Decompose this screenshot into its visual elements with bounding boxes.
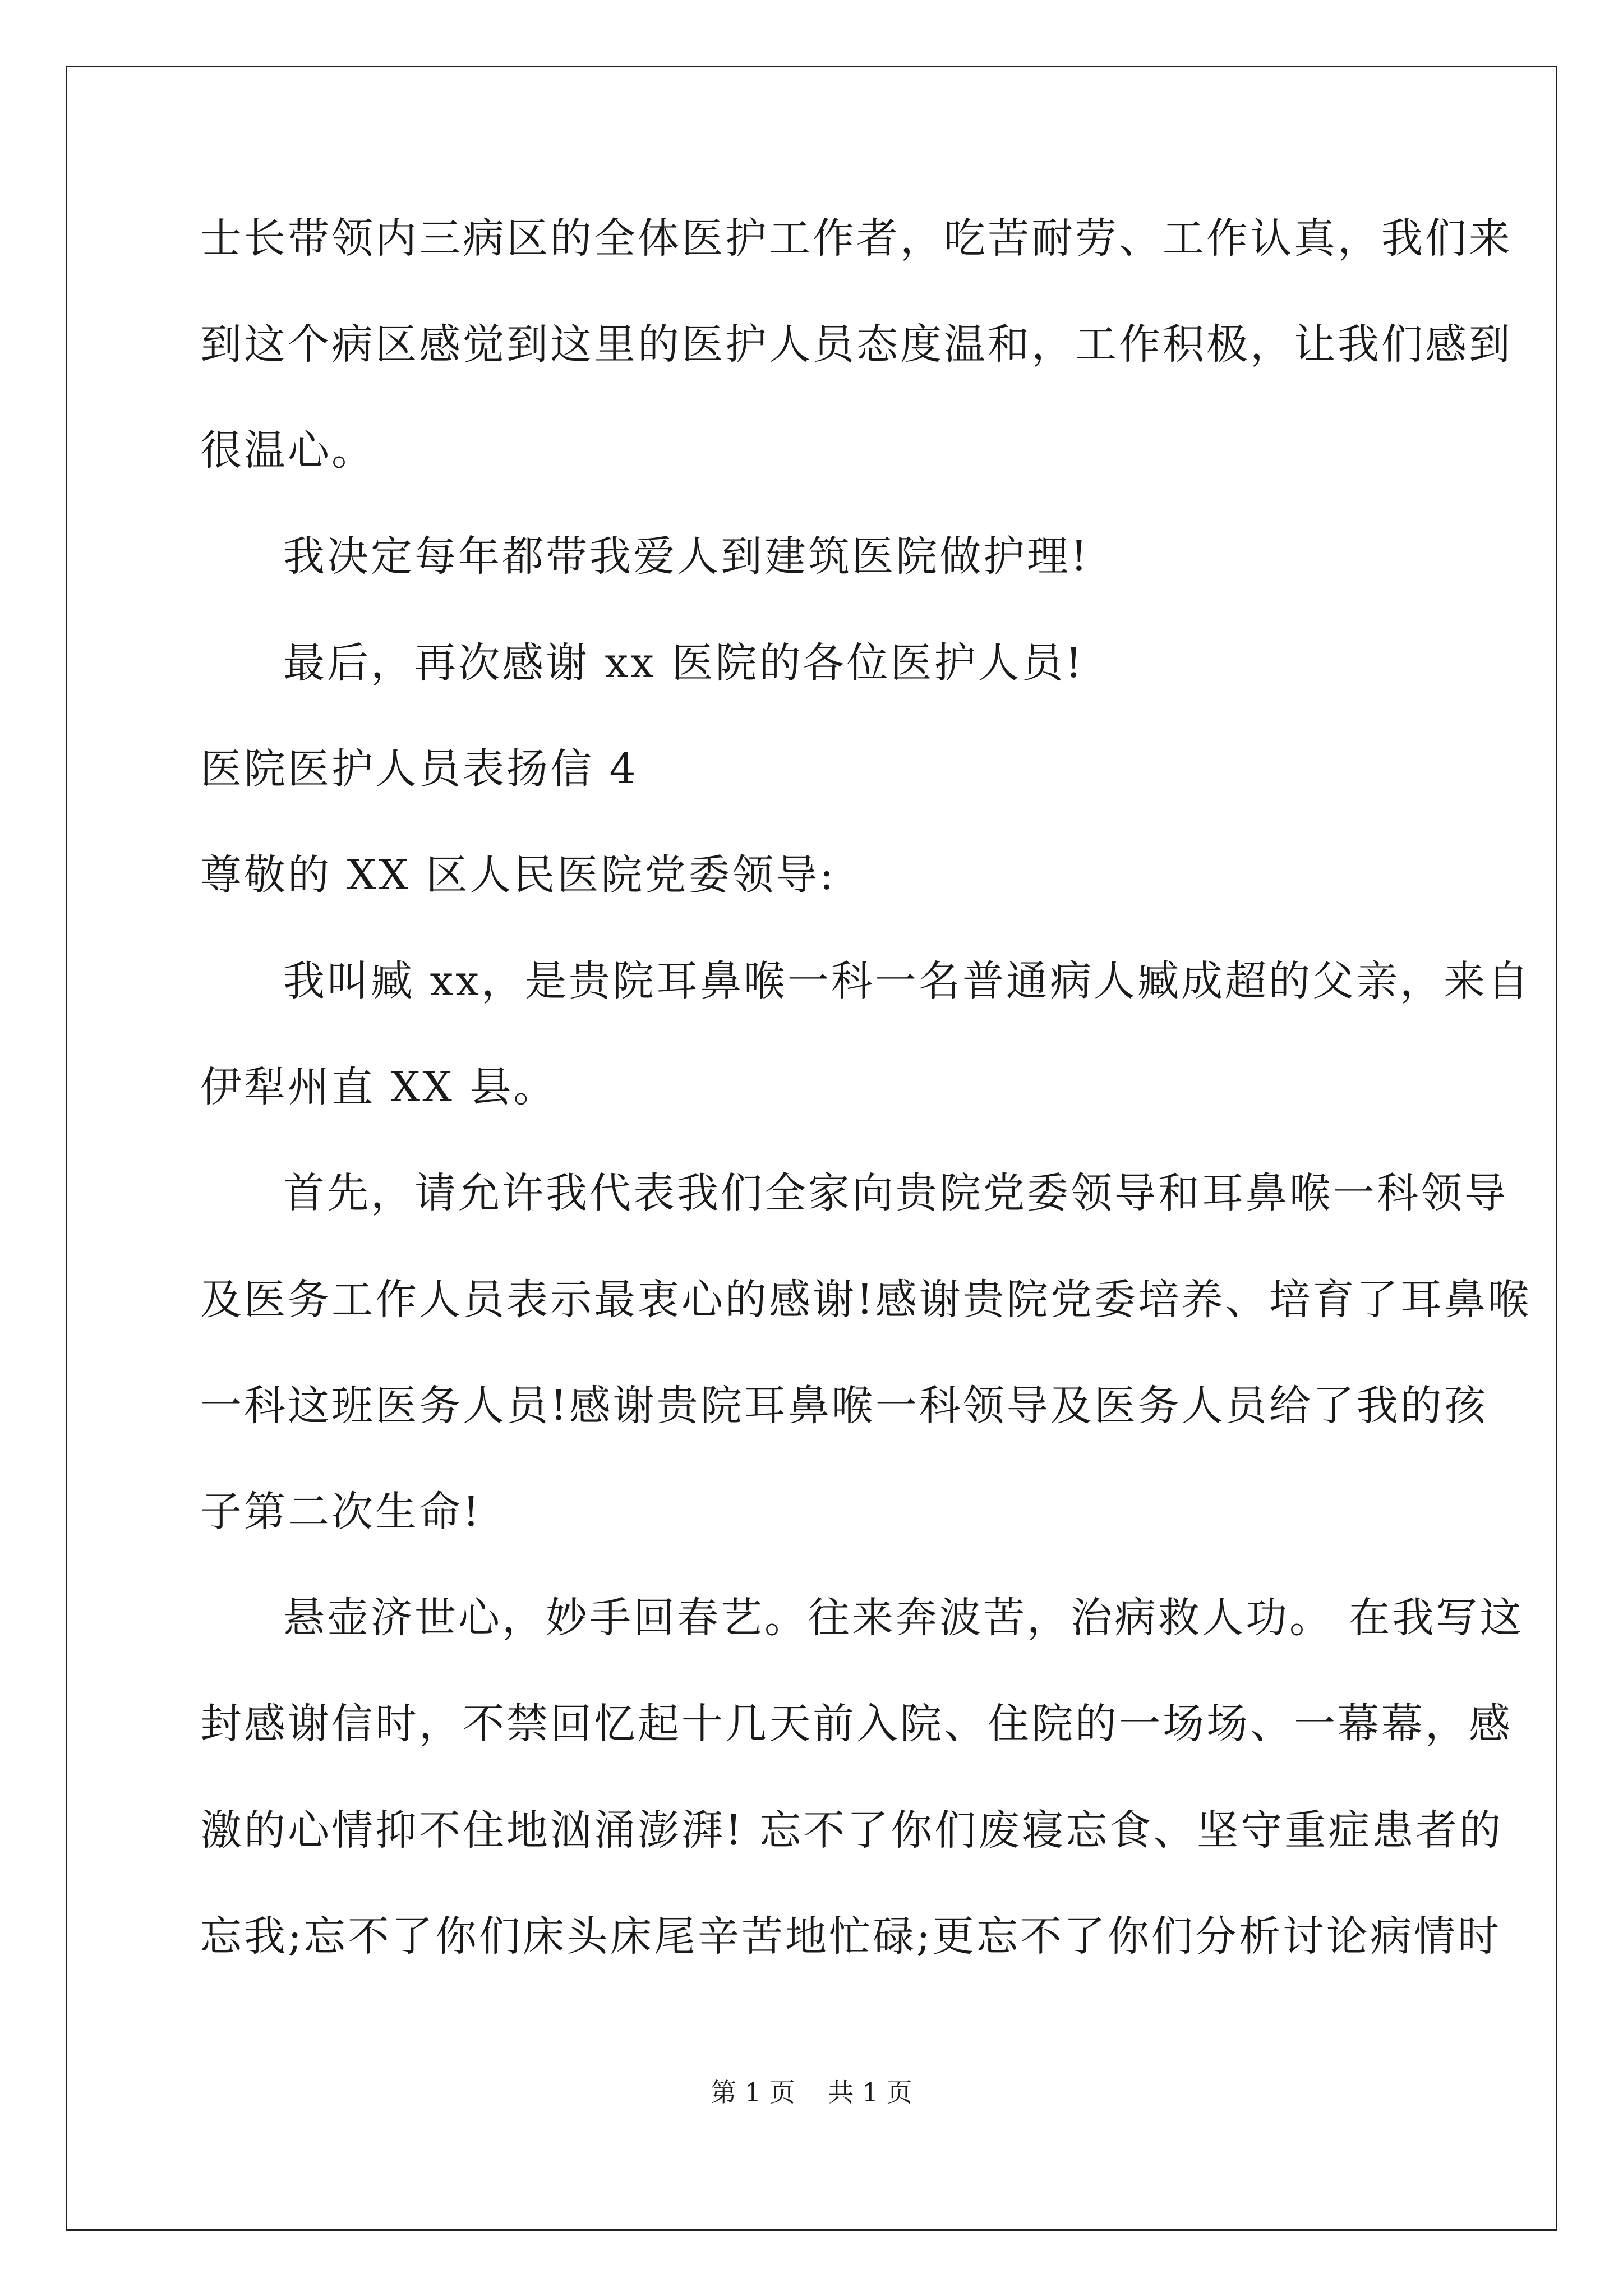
paragraph-start: 我决定每年都带我爱人到建筑医院做护理! bbox=[283, 532, 1090, 581]
text-line: 忘我;忘不了你们床头床尾辛苦地忙碌;更忘不了你们分析讨论病情时 bbox=[200, 1912, 1501, 1961]
paragraph-start: 我叫臧 xx，是贵院耳鼻喉一科一名普通病人臧成超的父亲，来自 bbox=[283, 957, 1531, 1005]
section-heading: 医院医护人员表扬信 4 bbox=[200, 745, 638, 793]
paragraph-start: 最后，再次感谢 xx 医院的各位医护人员! bbox=[283, 639, 1085, 687]
text-line: 士长带领内三病区的全体医护工作者，吃苦耐劳、工作认真，我们来 bbox=[200, 214, 1513, 263]
page-border bbox=[66, 66, 1557, 2231]
text-line: 一科这班医务人员!感谢贵院耳鼻喉一科领导及医务人员给了我的孩 bbox=[200, 1382, 1488, 1430]
text-line: 激的心情抑不住地汹涌澎湃! 忘不了你们废寝忘食、坚守重症患者的 bbox=[200, 1806, 1504, 1855]
paragraph-start: 悬壶济世心，妙手回春艺。往来奔波苦，治病救人功。 在我写这 bbox=[283, 1594, 1524, 1642]
text-line: 封感谢信时，不禁回忆起十几天前入院、住院的一场场、一幕幕，感 bbox=[200, 1700, 1513, 1748]
paragraph-start: 首先，请允许我代表我们全家向贵院党委领导和耳鼻喉一科领导 bbox=[283, 1169, 1508, 1217]
page-footer: 第 1 页 共 1 页 bbox=[711, 2077, 912, 2108]
text-line: 及医务工作人员表示最衷心的感谢!感谢贵院党委培养、培育了耳鼻喉 bbox=[200, 1276, 1532, 1324]
salutation: 尊敬的 XX 区人民医院党委领导: bbox=[200, 851, 836, 899]
text-line: 到这个病区感觉到这里的医护人员态度温和，工作积极，让我们感到 bbox=[200, 320, 1513, 369]
text-line: 子第二次生命! bbox=[200, 1488, 482, 1536]
text-line: 伊犁州直 XX 县。 bbox=[200, 1063, 557, 1111]
text-line: 很温心。 bbox=[200, 426, 375, 475]
